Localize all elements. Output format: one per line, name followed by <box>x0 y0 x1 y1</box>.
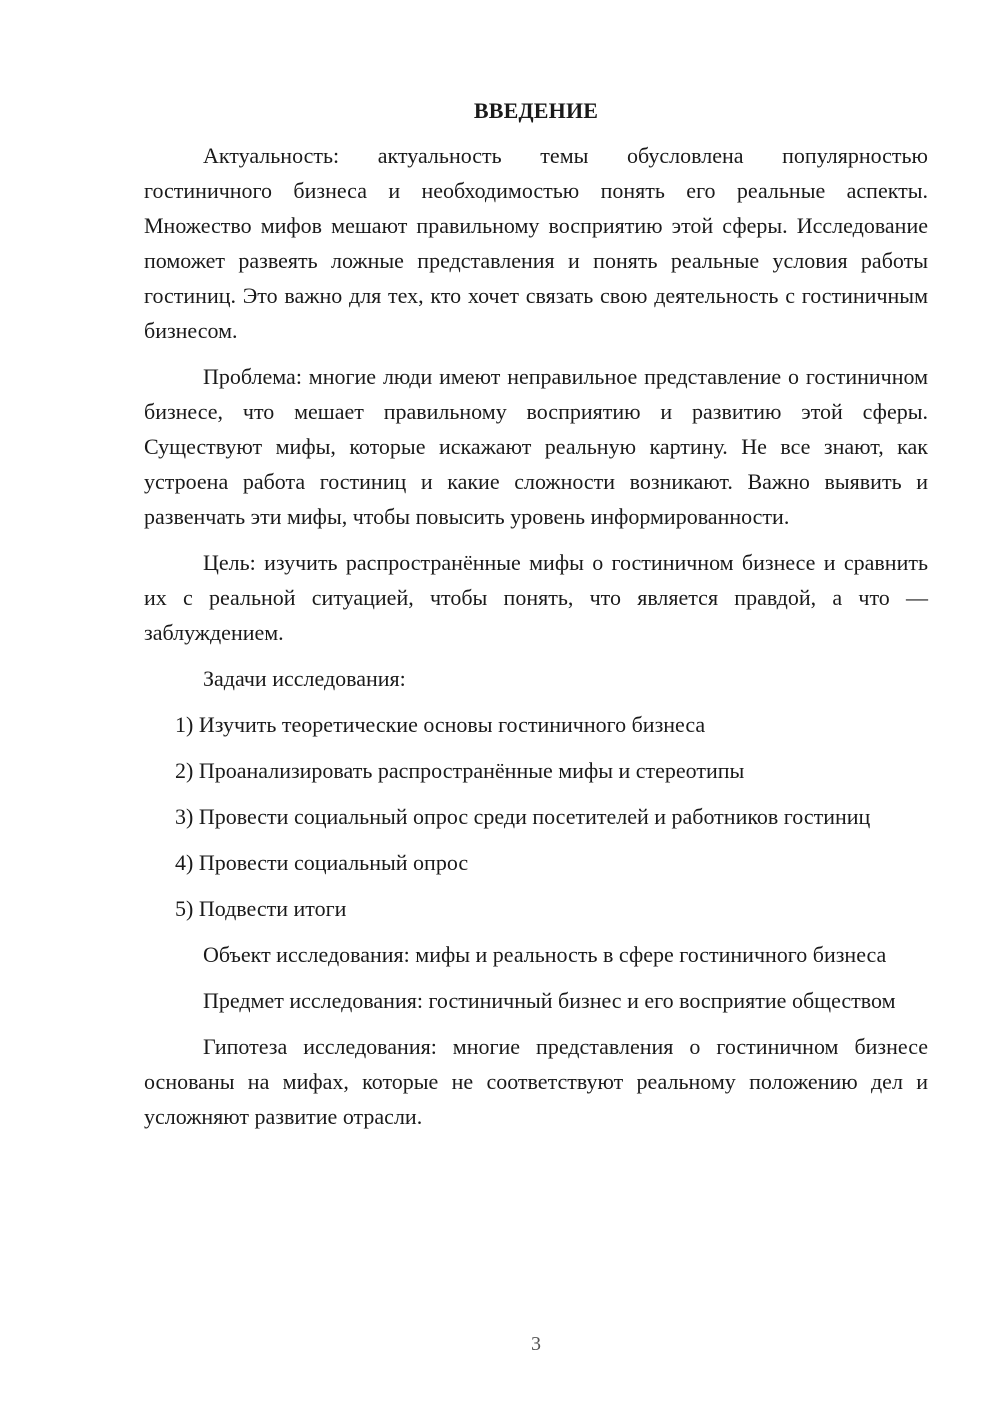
paragraph-object: Объект исследования: мифы и реальность в сфере гостиничного бизнеса <box>203 942 887 967</box>
task-item-1: 1) Изучить теоретические основы гостиничного бизнеса <box>175 712 706 737</box>
paragraph-goal: Цель: изучить распространённые мифы о гостиничном бизнесе и сравнить их с реальной ситуацией, чтобы понять, что является правдой, а что — заблуждением. <box>144 550 928 645</box>
task-item-5: 5) Подвести итоги <box>175 896 347 921</box>
paragraph-problem: Проблема: многие люди имеют неправильное представление о гостиничном бизнесе, что мешает правильному восприятию и развитию этой сферы. Существуют мифы, которые искажают реальную картину. Не все знают, как устроена работа гостиниц и какие сложности возникают. Важно выявить и развенчать эти мифы, чтобы повысить уровень информированности. <box>144 364 928 529</box>
paragraph-hypothesis: Гипотеза исследования: многие представления о гостиничном бизнесе основаны на мифах, которые не соответствуют реальному положению дел и усложняют развитие отрасли. <box>144 1034 928 1129</box>
paragraph-relevance: Актуальность: актуальность темы обусловлена популярностью гостиничного бизнеса и необходимостью понять его реальные аспекты. Множество мифов мешают правильному восприятию этой сферы. Исследование поможет развеять ложные представления и понять реальные условия работы гостиниц. Это важно для тех, кто хочет связать свою деятельность с гостиничным бизнесом. <box>144 143 928 343</box>
tasks-heading: Задачи исследования: <box>203 666 406 691</box>
task-item-3: 3) Провести социальный опрос среди посетителей и работников гостиниц <box>175 804 871 829</box>
page-title: ВВЕДЕНИЕ <box>473 98 599 123</box>
task-item-4: 4) Провести социальный опрос <box>175 850 469 875</box>
paragraph-subject: Предмет исследования: гостиничный бизнес и его восприятие обществом <box>203 988 896 1013</box>
page-number: 3 <box>531 1333 541 1355</box>
task-item-2: 2) Проанализировать распространённые мифы и стереотипы <box>175 758 745 783</box>
page-content <box>144 94 928 1145</box>
